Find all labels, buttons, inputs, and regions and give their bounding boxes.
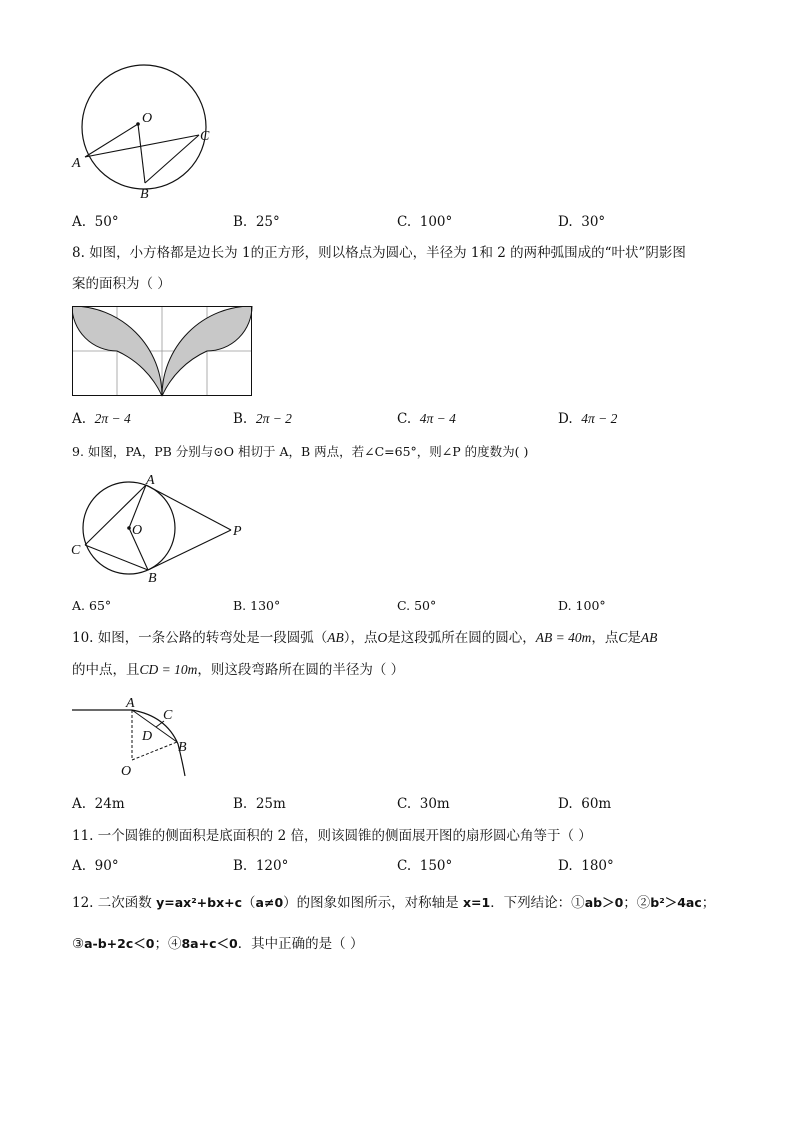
q8-option-d[interactable]	[558, 411, 617, 427]
q9-center-dot	[127, 526, 131, 530]
q12-stem-line2	[72, 934, 363, 954]
q9-option-b[interactable]	[233, 598, 280, 613]
q12-result-2: b²＞4ac	[650, 895, 702, 910]
q12-text: ；	[701, 895, 716, 911]
q10-label-c: C	[163, 708, 173, 723]
option-text: 25°	[255, 214, 280, 230]
q12-axis: x=1	[462, 895, 491, 910]
q8-number: 8.	[72, 245, 85, 261]
option-letter: B.	[233, 598, 247, 613]
option-text: 150°	[419, 858, 453, 874]
q10-segment-ob	[132, 742, 177, 760]
q8-option-c[interactable]	[397, 411, 456, 427]
option-letter: A.	[72, 796, 87, 812]
option-text: 120°	[255, 858, 289, 874]
option-letter: B.	[233, 411, 248, 427]
option-text: 30°	[581, 214, 606, 230]
option-letter: C.	[397, 858, 412, 874]
q8-text-cont: 案的面积为（ ）	[72, 276, 171, 292]
q8-figure	[72, 306, 254, 398]
q7-figure	[68, 64, 228, 204]
q11-text: 一个圆锥的侧面积是底面积的 2 倍，则该圆锥的侧面展开图的扇形圆心角等于（ ）	[97, 828, 592, 844]
q9-tangent-pa	[146, 485, 231, 530]
q10-label-b: B	[178, 740, 187, 755]
q12-condition: a≠0	[255, 895, 284, 910]
option-letter: B.	[233, 214, 248, 230]
q10-label-d: D	[142, 729, 153, 744]
q10-arc-ab2: AB	[640, 630, 658, 645]
q12-stem-line1	[72, 893, 715, 913]
q10-label-o: O	[121, 764, 132, 779]
q12-function: y=ax²+bx+c	[156, 895, 243, 910]
q9-stem-line1	[72, 442, 528, 462]
q9-option-d[interactable]	[558, 598, 606, 613]
q10-stem-line1	[72, 628, 657, 648]
q10-number: 10.	[72, 630, 94, 646]
option-text: 100°	[419, 214, 453, 230]
q10-option-d[interactable]	[558, 796, 611, 812]
option-text: 30m	[419, 796, 450, 812]
q7-option-d[interactable]	[558, 214, 605, 230]
q12-text: ．下列结论：①	[490, 895, 585, 911]
q11-option-a[interactable]	[72, 858, 119, 874]
option-text: 60m	[581, 796, 612, 812]
option-text: 100°	[575, 598, 606, 613]
option-text: 25m	[255, 796, 286, 812]
q11-option-d[interactable]	[558, 858, 614, 874]
q8-text: 如图，小方格都是边长为 1的正方形，则以格点为圆心，半径为 1和 2 的两种弧围成的“叶状”阴影图	[89, 245, 686, 261]
q7-label-b: B	[140, 187, 149, 202]
q7-center-dot	[136, 122, 140, 126]
q12-result-1: ab＞0	[584, 895, 624, 910]
option-letter: C.	[397, 411, 412, 427]
q10-point-o: O	[377, 630, 388, 645]
q9-label-o: O	[132, 523, 143, 538]
q10-text: ，点	[591, 630, 619, 646]
option-text: 180°	[581, 858, 614, 874]
option-letter: C.	[397, 796, 412, 812]
q12-result-4: 8a+c＜0	[181, 936, 238, 951]
q11-number: 11.	[72, 828, 94, 844]
q9-option-c[interactable]	[397, 598, 436, 613]
option-text: 4π − 2	[581, 411, 618, 426]
q12-text: （	[242, 895, 256, 911]
q12-result-3: a-b+2c＜0	[84, 936, 155, 951]
q7-label-o: O	[142, 111, 153, 126]
q9-label-p: P	[233, 524, 242, 539]
option-letter: C.	[397, 598, 411, 613]
q9-label-b: B	[148, 571, 157, 584]
option-letter: D.	[558, 411, 573, 427]
option-text: 24m	[94, 796, 125, 812]
option-letter: D.	[558, 858, 573, 874]
q12-text: ）的图象如图所示，对称轴是	[283, 895, 463, 911]
q10-point-c: C	[618, 630, 628, 645]
q12-text: ③	[72, 936, 85, 952]
q7-option-a[interactable]	[72, 214, 119, 230]
q9-option-a[interactable]	[72, 598, 111, 613]
option-letter: C.	[397, 214, 412, 230]
option-letter: B.	[233, 858, 248, 874]
option-letter: D.	[558, 214, 573, 230]
q7-label-a: A	[72, 156, 81, 171]
q10-arc-ab: AB	[327, 630, 344, 645]
q8-option-b[interactable]	[233, 411, 292, 427]
q12-text: 二次函数	[97, 895, 157, 911]
q10-text: 的中点，且	[72, 662, 140, 678]
q12-number: 12.	[72, 895, 94, 911]
q10-text: 是	[627, 630, 641, 646]
q12-text: ；②	[623, 895, 651, 911]
q9-figure	[68, 472, 248, 584]
option-text: 2π − 4	[94, 411, 131, 426]
q9-tangent-pb	[148, 530, 231, 570]
option-letter: D.	[558, 598, 572, 613]
option-letter: A.	[72, 214, 87, 230]
option-text: 2π − 2	[255, 411, 292, 426]
q11-option-b[interactable]	[233, 858, 288, 874]
q7-segment-bc	[145, 135, 199, 183]
option-text: 130°	[250, 598, 281, 613]
option-letter: A.	[72, 858, 87, 874]
q10-text: ，则这段弯路所在圆的半径为（ ）	[197, 662, 405, 678]
q11-option-c[interactable]	[397, 858, 452, 874]
q10-text: 如图，一条公路的转弯处是一段圆弧（	[97, 630, 328, 646]
q11-stem-line1	[72, 826, 592, 846]
option-letter: D.	[558, 796, 573, 812]
q7-option-b[interactable]	[233, 214, 280, 230]
q10-figure	[68, 694, 198, 784]
q9-label-a: A	[146, 473, 155, 488]
q12-text: ．其中正确的是（ ）	[237, 936, 364, 952]
q8-stem-line2	[72, 274, 171, 294]
option-letter: A.	[72, 598, 86, 613]
q10-eq-ab: AB = 40m	[535, 630, 592, 645]
q10-option-b[interactable]	[233, 796, 286, 812]
q10-text: ），点	[343, 630, 378, 646]
q9-segment-oa	[129, 485, 146, 528]
q10-option-c[interactable]	[397, 796, 450, 812]
q10-text: 是这段弧所在圆的圆心，	[387, 630, 536, 646]
q12-text: ；④	[154, 936, 182, 952]
q9-label-c: C	[71, 543, 81, 558]
q7-segment-ob	[138, 124, 145, 183]
q10-option-a[interactable]	[72, 796, 125, 812]
q7-label-c: C	[200, 129, 210, 144]
q9-text: 如图，PA，PB 分别与⊙O 相切于 A，B 两点，若∠C=65°，则∠P 的度数为( )	[87, 444, 529, 459]
q8-option-a[interactable]	[72, 411, 131, 427]
q9-number: 9.	[72, 444, 84, 459]
option-text: 90°	[94, 858, 119, 874]
option-letter: A.	[72, 411, 87, 427]
q10-stem-line2	[72, 660, 404, 680]
q8-stem-line1	[72, 243, 686, 263]
q10-label-a: A	[126, 696, 135, 711]
option-text: 50°	[94, 214, 119, 230]
option-letter: B.	[233, 796, 248, 812]
option-text: 65°	[89, 598, 112, 613]
q7-option-c[interactable]	[397, 214, 452, 230]
q10-eq-cd: CD = 10m	[139, 662, 198, 677]
option-text: 4π − 4	[419, 411, 456, 426]
option-text: 50°	[414, 598, 437, 613]
